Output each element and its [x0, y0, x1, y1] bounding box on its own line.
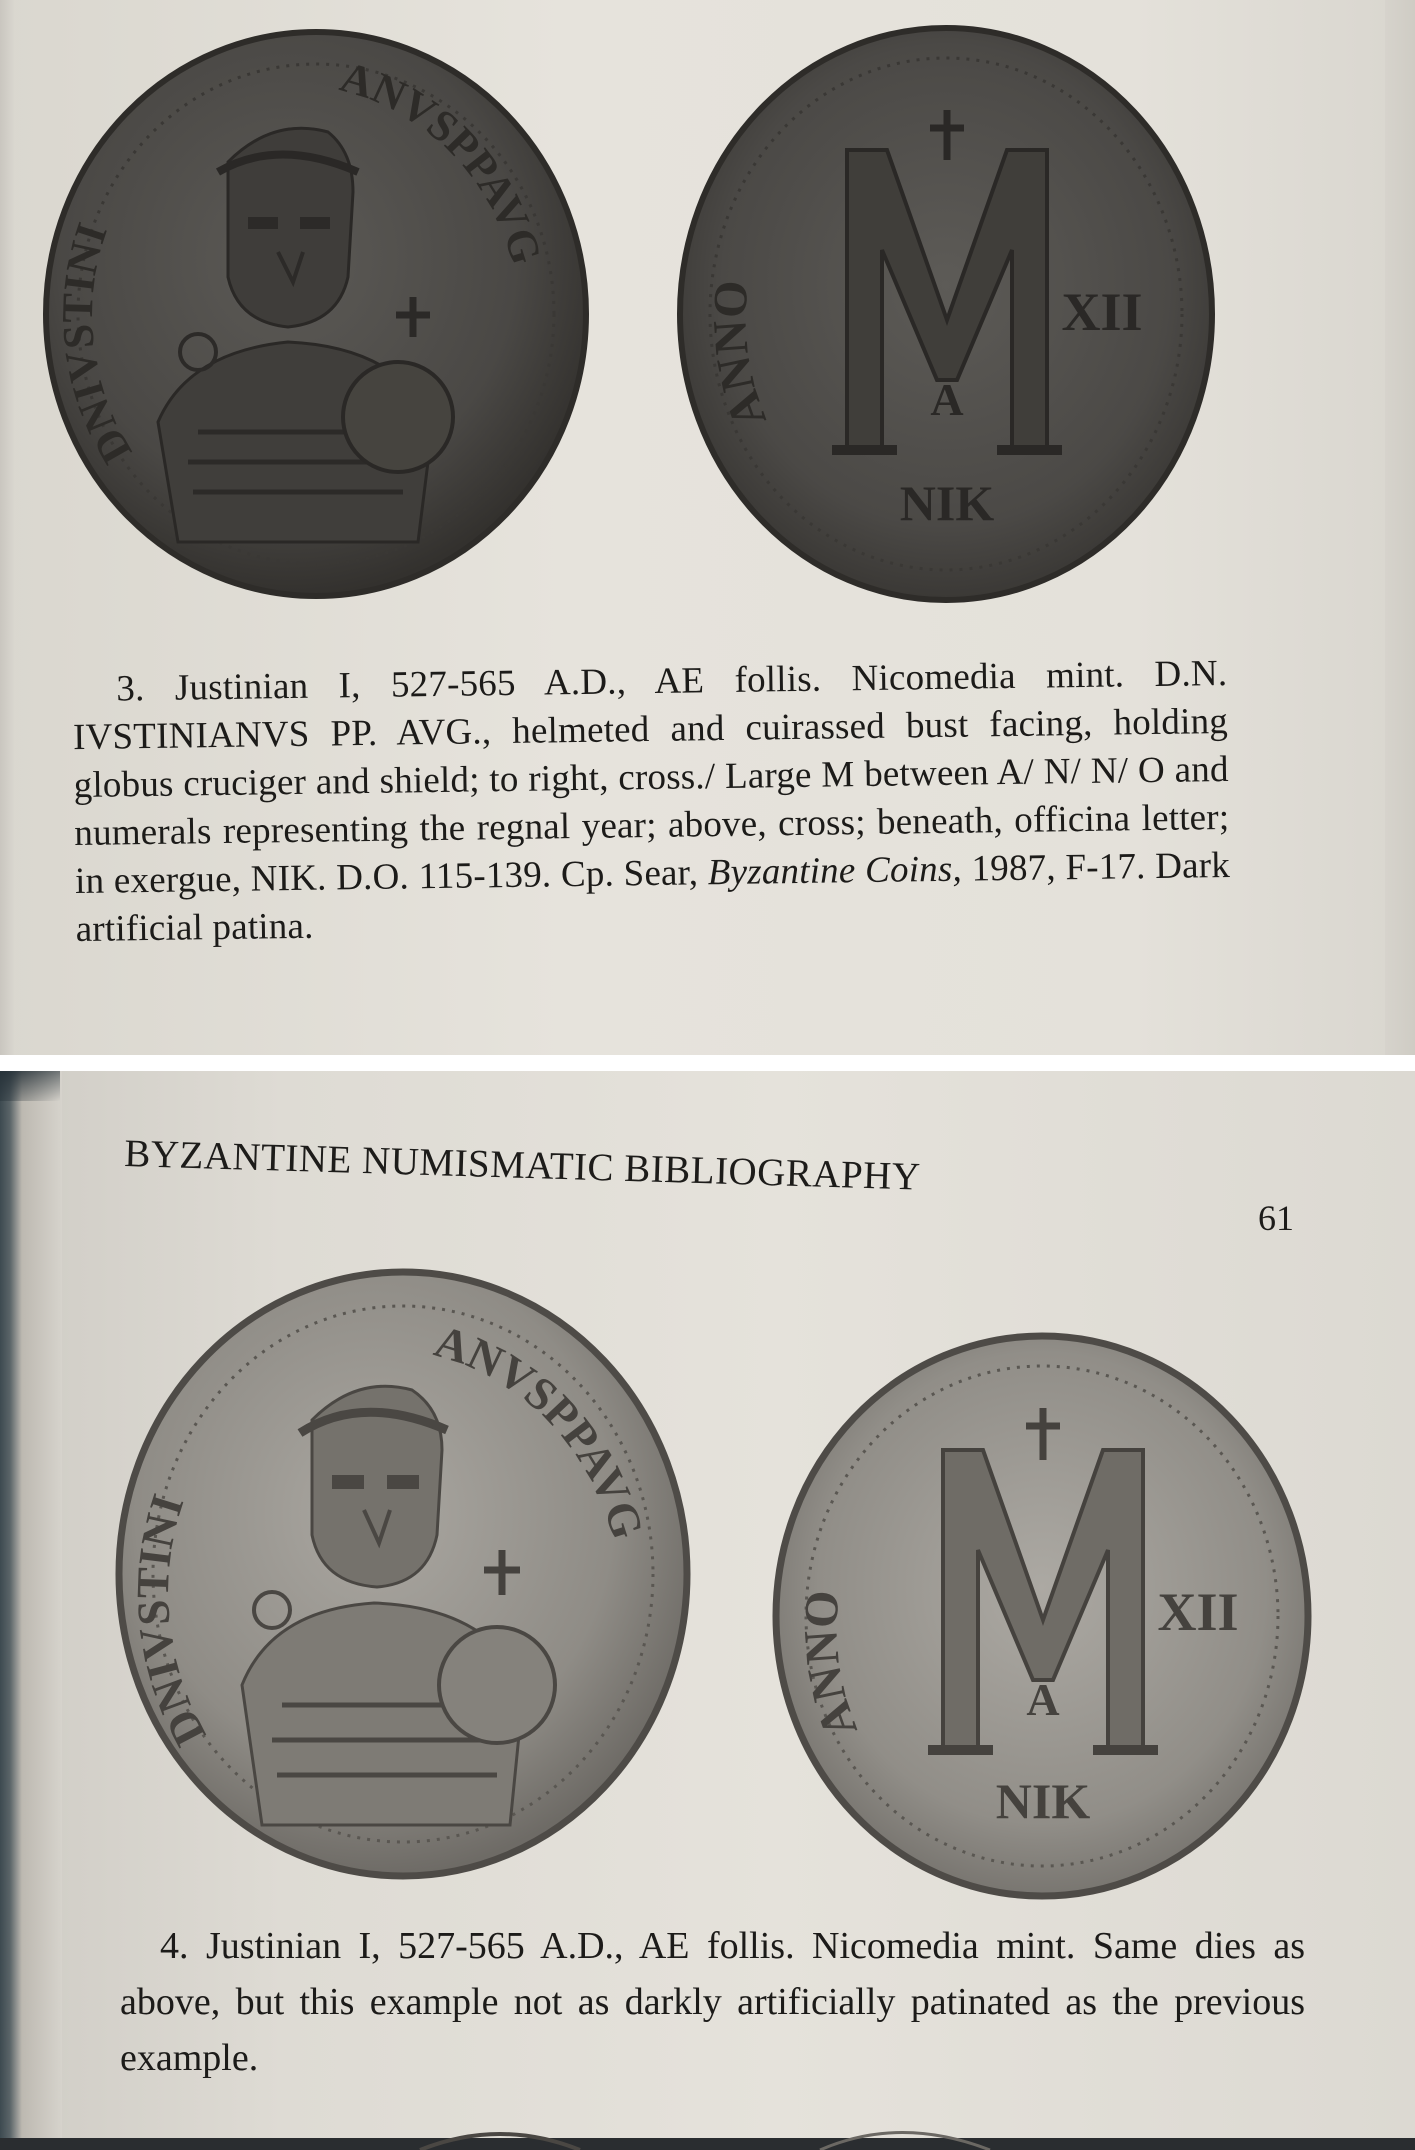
- caption-number: 4.: [160, 1925, 189, 1967]
- coin-3-obverse: [38, 22, 594, 604]
- obverse-legend-right: ANVSPPAVG: [335, 52, 552, 270]
- page-edge-right: [1385, 0, 1415, 1055]
- page-edge-left: [0, 0, 14, 1055]
- reverse-legend-anno: ANNO: [703, 278, 777, 435]
- running-head: BYZANTINE NUMISMATIC BIBLIOGRAPHY: [123, 1131, 922, 1199]
- next-coins-partial: [380, 2110, 1080, 2150]
- page-number: 61: [1258, 1198, 1294, 1238]
- obverse-legend-left: DNIVSTINI: [126, 1488, 216, 1755]
- obverse-legend-right: ANVSPPAVG: [429, 1315, 654, 1545]
- caption-italic-title: Byzantine Coins,: [707, 848, 963, 894]
- coin-4-reverse: [768, 1330, 1316, 1902]
- regnal-year-numeral: XII: [1157, 1582, 1239, 1642]
- exergue-mint-mark: NIK: [995, 1773, 1091, 1829]
- coin-3-reverse: [672, 20, 1220, 606]
- regnal-year-numeral: XII: [1061, 282, 1143, 342]
- book-binding-edge: [0, 1071, 62, 2138]
- coin-4-caption: [120, 1918, 1305, 2086]
- exergue-mint-mark: NIK: [899, 475, 995, 531]
- top-page-photo: [0, 0, 1415, 1055]
- caption-text: Justinian I, 527-565 A.D., AE follis. Nicomedia mint. D.N. IVSTINIANVS PP. AVG., helmeted and cuirassed bust facing, holding globus cruciger and shield; to right, cross./ Large M between A/ N/ N/ O and numerals representing the regnal year; above, cross; beneath, officina letter; in exergue, NIK. D.O. 115-139. Cp. Sear,: [72, 652, 1230, 903]
- caption-number: 3.: [116, 668, 145, 710]
- coin-3-caption: [72, 650, 1231, 954]
- reverse-legend-anno: ANNO: [794, 1588, 868, 1745]
- coin-4-obverse: [112, 1265, 694, 1883]
- officina-letter: A: [1026, 1674, 1060, 1725]
- obverse-legend-left: DNIVSTINI: [52, 217, 142, 472]
- photo-divider: [0, 1055, 1415, 1071]
- caption-text-end: 1987, F-17. Dark artificial patina.: [75, 844, 1231, 951]
- page-corner-shadow: [0, 1071, 60, 1101]
- caption-text: Justinian I, 527-565 A.D., AE follis. Nicomedia mint. Same dies as above, but this example not as darkly artificially patinated as the previous example.: [120, 1925, 1306, 2079]
- officina-letter: A: [930, 374, 964, 425]
